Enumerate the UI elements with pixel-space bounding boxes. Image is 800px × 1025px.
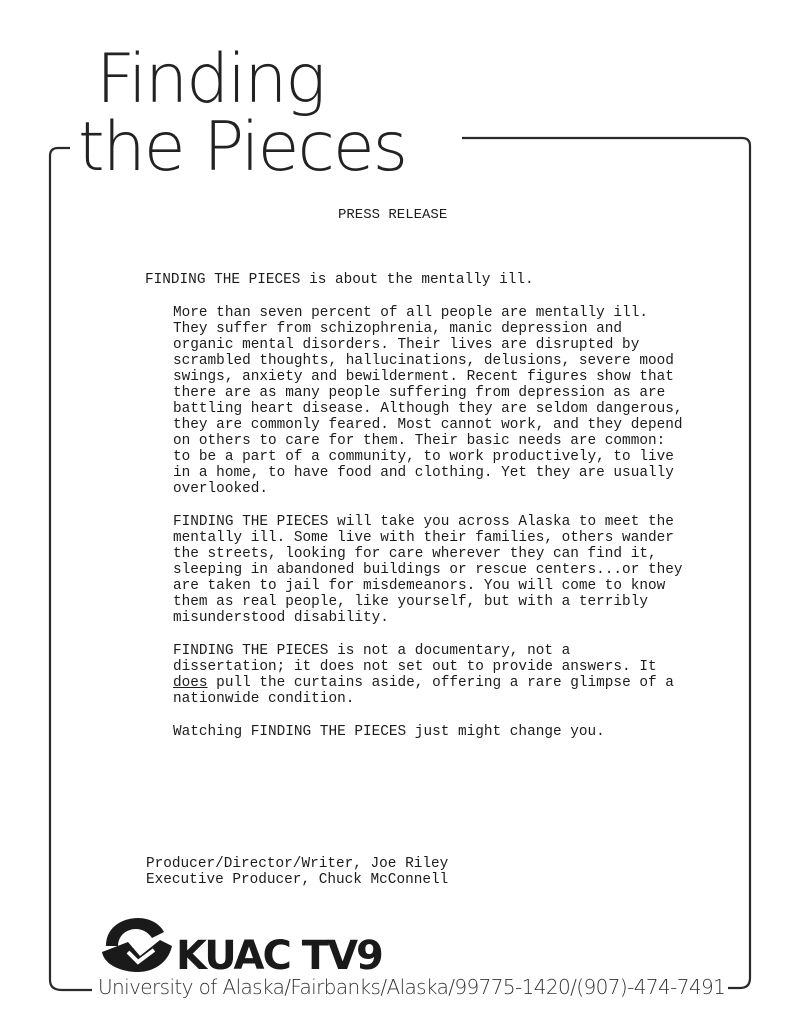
title-line-2: the Pieces	[78, 108, 407, 187]
title-line-1: Finding	[96, 40, 325, 119]
producer-credit: Producer/Director/Writer, Joe Riley	[146, 856, 449, 872]
station-address: University of Alaska/Fairbanks/Alaska/99775-1420/(907)-474-7491	[98, 975, 726, 999]
press-release-heading: PRESS RELEASE	[338, 207, 448, 223]
emphasis-does: does	[173, 675, 208, 691]
executive-producer-credit: Executive Producer, Chuck McConnell	[146, 872, 449, 888]
paragraph-across-alaska: FINDING THE PIECES will take you across Alaska to meet the mentally ill. Some live with their families, others wander the streets, looking for care wherever they can find it, sleeping in abandoned buildings or rescue centers...or they are taken to jail for misdemeanors. You will come to know them as real people, like yourself, but with a terribly misunderstood disability.	[173, 514, 683, 626]
credits	[146, 856, 448, 888]
station-logo-icon	[98, 916, 176, 974]
release-body	[145, 272, 685, 757]
paragraph-not-documentary	[145, 643, 685, 707]
paragraph-not-documentary-part2: pull the curtains aside, offering a rare glimpse of a nationwide condition.	[173, 675, 674, 707]
station-name: KUAC TV9	[176, 933, 382, 979]
closing-paragraph: Watching FINDING THE PIECES just might change you.	[173, 724, 605, 740]
paragraph-not-documentary-part1: FINDING THE PIECES is not a documentary, not a dissertation; it does not set out to provide answers. It	[173, 643, 657, 675]
intro-paragraph: FINDING THE PIECES is about the mentally ill.	[145, 272, 534, 288]
paragraph-mentally-ill-facts: More than seven percent of all people are mentally ill. They suffer from schizophrenia, manic depression and organic mental disorders. Their lives are disrupted by scrambled thoughts, hallucinations, delusions, severe mood swings, anxiety and bewilderment. Recent figures show that there are as many people suffering from depression as are battling heart disease. Although they are seldom dangerous, they are commonly feared. Most cannot work, and they depend on others to care for them. Their basic needs are common: to be a part of a community, to work productively, to live in a home, to have food and clothing. Yet they are usually overlooked.	[173, 305, 683, 497]
